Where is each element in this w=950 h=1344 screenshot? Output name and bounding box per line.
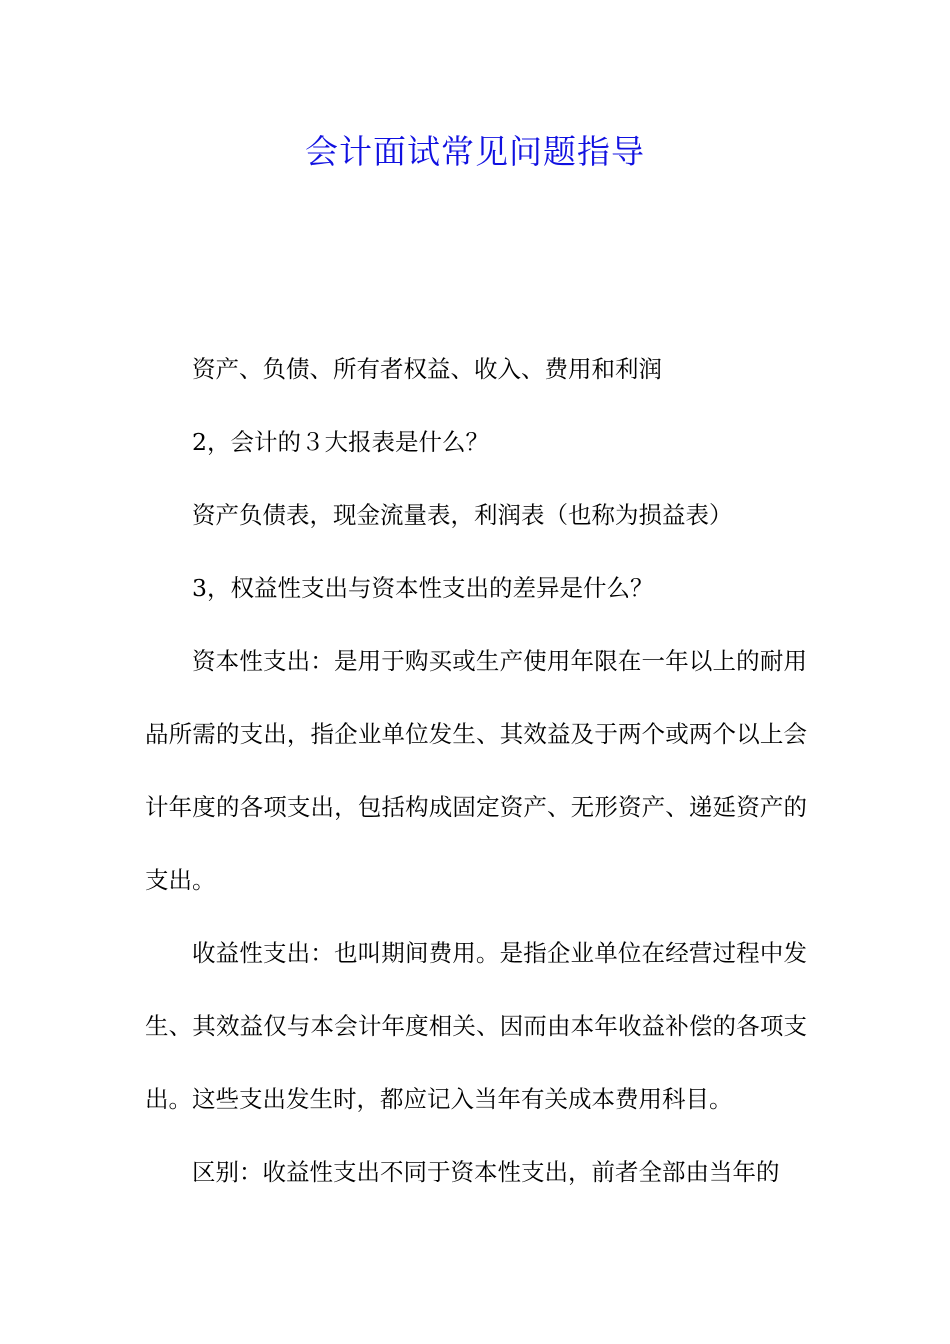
paragraph-capital-expenditure: 资本性支出：是用于购买或生产使用年限在一年以上的耐用品所需的支出，指企业单位发生、其效益及于两个或两个以上会计年度的各项支出，包括构成固定资产、无形资产、递延资产的支出。 [145,647,807,894]
paragraph-question-2: 2，会计的３大报表是什么？ [192,428,489,456]
paragraph-answer-2: 资产负债表，现金流量表，利润表（也称为损益表） [192,501,733,529]
paragraph-difference: 区别：收益性支出不同于资本性支出，前者全部由当年的 [192,1158,780,1186]
paragraph-question-3: 3，权益性支出与资本性支出的差异是什么？ [192,574,654,602]
paragraph-elements-list: 资产、负债、所有者权益、收入、费用和利润 [192,355,662,383]
document-body [145,333,807,1209]
paragraph-revenue-expenditure: 收益性支出：也叫期间费用。是指企业单位在经营过程中发生、其效益仅与本会计年度相关、因而由本年收益补偿的各项支出。这些支出发生时，都应记入当年有关成本费用科目。 [145,939,807,1113]
document-title: 会计面试常见问题指导 [305,132,645,171]
